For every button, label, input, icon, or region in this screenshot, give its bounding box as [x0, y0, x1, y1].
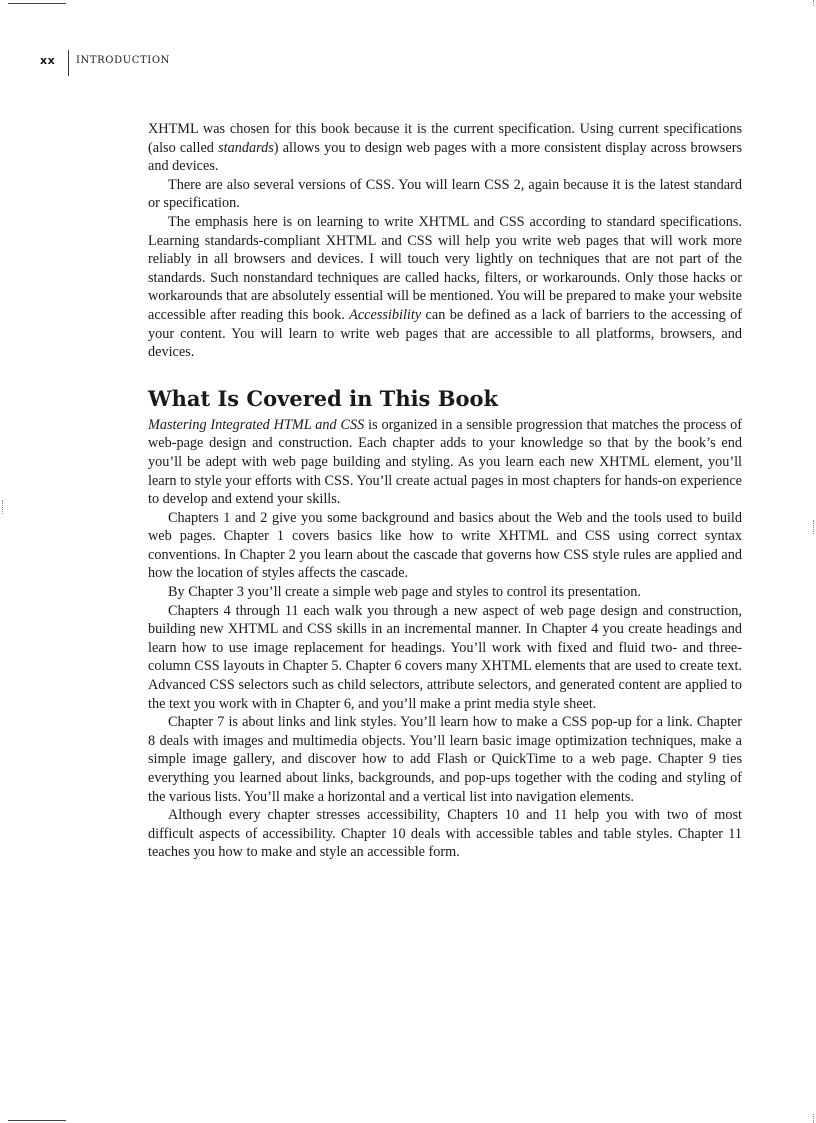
body-paragraph: The emphasis here is on learning to write XHTML and CSS according to standard specifications. Learning standards-compliant XHTML and CSS will help you write web pages that will work more reliably in all browsers and devices. I will touch very lightly on techniques that are not part of the standards. Such nonstandard techniques are called hacks, filters, or workarounds. Only those hacks or workarounds that are absolutely essential will be mentioned. You will be prepared to make your website accessible after reading this book. Accessibility can be defined as a lack of barriers to the accessing of your content. You will learn to write web pages that are accessible to all platforms, browsers, and devices. — [148, 213, 742, 361]
body-paragraph: XHTML was chosen for this book because it is the current specification. Using current specifications (also called standards) allows you to design web pages with a more consistent display across browsers and devices. — [148, 121, 743, 175]
running-head: INTRODUCTION — [76, 55, 170, 66]
page-body — [148, 120, 742, 862]
body-paragraph: There are also several versions of CSS. You will learn CSS 2, again because it is the latest standard or specification. — [148, 176, 742, 212]
header-divider — [68, 50, 69, 76]
body-paragraph: By Chapter 3 you’ll create a simple web page and styles to control its presentation. — [168, 584, 641, 601]
body-paragraph: Chapter 7 is about links and link styles. You’ll learn how to make a CSS pop-up for a link. Chapter 8 deals with images and multimedia objects. You’ll learn basic image optimization techniques, make a simple image gallery, and discover how to add Flash or QuickTime to a web page. Chapter 9 ties everything you learned about links, backgrounds, and pop-ups together with the coding and styling of the various lists. You’ll make a horizontal and a vertical list into navigation elements. — [148, 714, 742, 805]
crop-mark-middle-left — [2, 500, 3, 514]
body-paragraph: Mastering Integrated HTML and CSS is organized in a sensible progression that matches the process of web-page design and construction. Each chapter adds to your knowledge so that by the book’s end you’ll be adept with web page building and styling. As you learn each new XHTML element, you’ll learn to style your efforts with CSS. You’ll create actual pages in most chapters for hands-on experience to develop and extend your skills. — [148, 416, 743, 508]
crop-mark-bottom-left — [8, 1120, 66, 1121]
crop-mark-top-right — [813, 0, 814, 6]
emphasis: Accessibility — [349, 306, 422, 323]
section-heading: What Is Covered in This Book — [148, 385, 499, 411]
body-paragraph: Chapters 4 through 11 each walk you through a new aspect of web page design and construction, building new XHTML and CSS skills in an incremental manner. In Chapter 4 you create headings and learn how to use image replacement for headings. You’ll work with fixed and fluid two- and three-column CSS layouts in Chapter 5. Chapter 6 covers many XHTML elements that are used to create text. Advanced CSS selectors such as child selectors, attribute selectors, and generated content are applied to the text you work with in Chapter 6, and you’ll make a print media style sheet. — [148, 602, 742, 712]
crop-mark-middle-right — [813, 520, 814, 534]
body-paragraph: Although every chapter stresses accessibility, Chapters 10 and 11 help you with two of most difficult aspects of accessibility. Chapter 10 deals with accessible tables and table styles. Chapter 11 teaches you how to make and style an accessible form. — [148, 807, 742, 861]
body-paragraph: Chapters 1 and 2 give you some background and basics about the Web and the tools used to build web pages. Chapter 1 covers basics like how to write XHTML and CSS using correct syntax conventions. In Chapter 2 you learn about the cascade that governs how CSS style rules are applied and how the location of styles affects the cascade. — [148, 509, 742, 582]
emphasis: standards — [218, 139, 274, 156]
page-number: xx — [40, 54, 56, 67]
book-title: Mastering Integrated HTML and CSS — [148, 416, 365, 433]
crop-mark-top-left — [8, 3, 66, 4]
crop-mark-bottom-right — [813, 1114, 814, 1123]
